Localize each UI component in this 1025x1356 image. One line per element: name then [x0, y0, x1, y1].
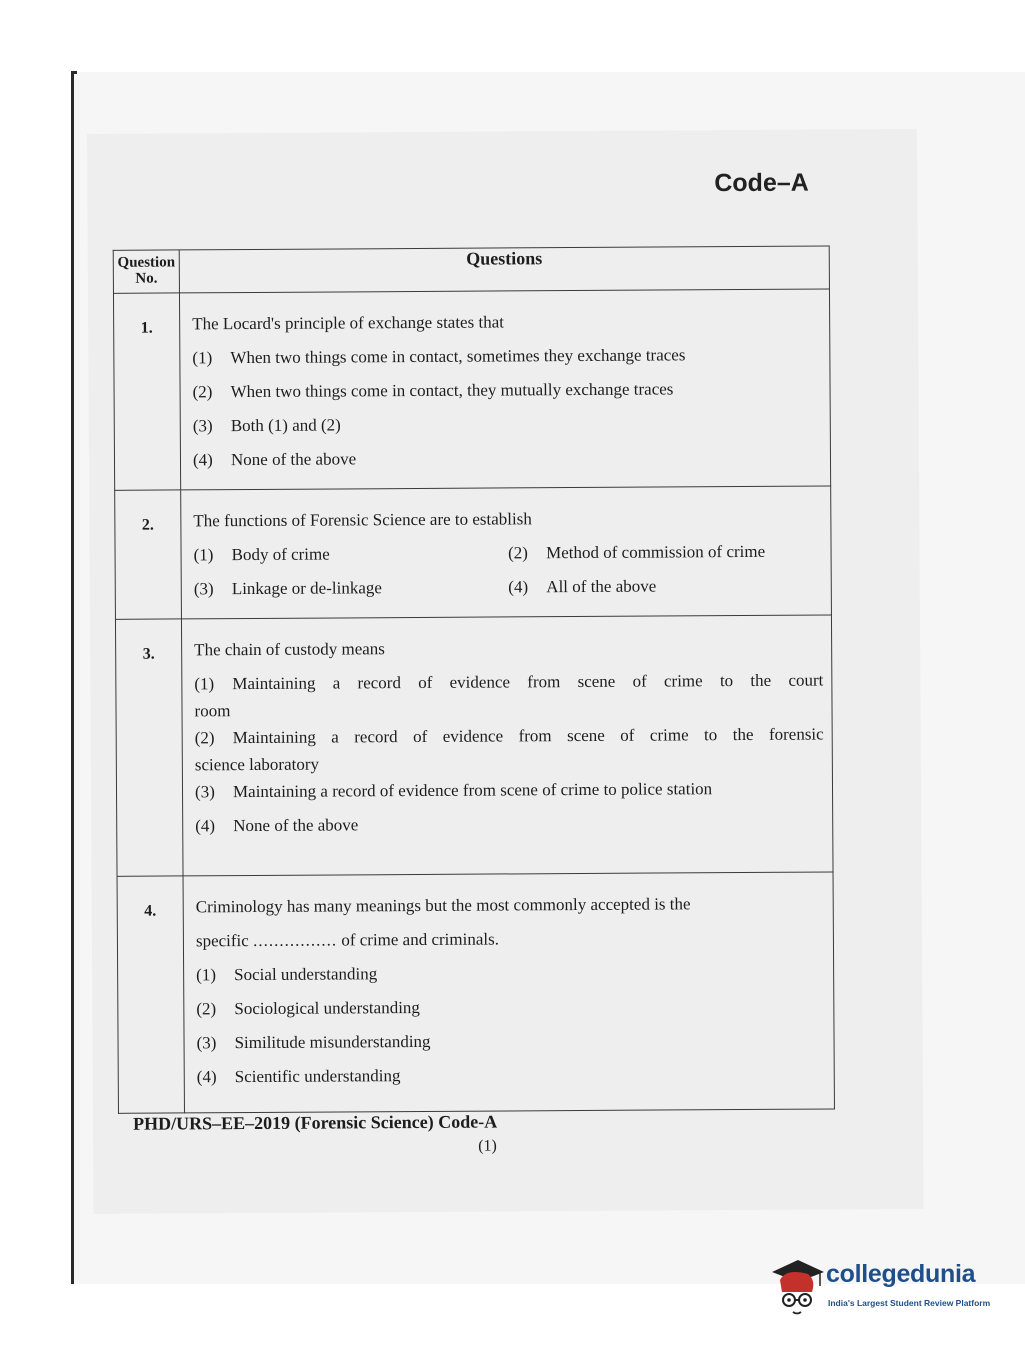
- answer-option: (3) Maintaining a record of evidence from scene of crime to police station: [194, 779, 713, 802]
- question-number-header: Question No.: [113, 250, 179, 293]
- answer-option: (1) Social understanding: [196, 964, 378, 985]
- question-row: [117, 872, 834, 1113]
- fill-in-blank: ................: [252, 930, 338, 951]
- questions-header: Questions: [179, 246, 829, 293]
- question-stem: The Locard's principle of exchange states that: [192, 312, 504, 334]
- answer-option: (2) Sociological understanding: [196, 997, 420, 1019]
- paper-code-label: Code–A: [714, 168, 809, 198]
- question-number: 1.: [113, 293, 180, 490]
- question-stem: The chain of custody means: [194, 639, 385, 660]
- answer-option: (3) Both (1) and (2): [192, 415, 341, 436]
- brand-name: collegedunia: [826, 1260, 976, 1288]
- question-paper-page: [87, 129, 924, 1214]
- question-content: [179, 289, 830, 490]
- table-header-row: [113, 246, 829, 293]
- question-content: [183, 872, 834, 1113]
- answer-option: (2) When two things come in contact, they mutually exchange traces: [192, 379, 674, 402]
- brand-tagline: India's Largest Student Review Platform: [828, 1298, 991, 1308]
- answer-option: (4) None of the above: [195, 815, 359, 836]
- question-row: [115, 486, 832, 619]
- question-row: [113, 289, 830, 490]
- answer-option: (1) Body of crime: [193, 544, 330, 565]
- page-number: (1): [478, 1137, 497, 1155]
- question-number: 2.: [115, 490, 182, 619]
- question-stem: Criminology has many meanings but the most commonly accepted is the specific ................ of crime and criminals.: [195, 894, 691, 951]
- answer-option: (3) Linkage or de-linkage: [193, 578, 382, 599]
- question-stem: The functions of Forensic Science are to establish: [193, 509, 532, 531]
- question-number: 3.: [115, 619, 183, 876]
- mascot-icon: [768, 1250, 826, 1330]
- collegedunia-watermark: [768, 1250, 998, 1330]
- question-content: [181, 615, 833, 876]
- exam-code-footer: PHD/URS–EE–2019 (Forensic Science) Code-A: [132, 1111, 498, 1134]
- scan-edge: [71, 72, 74, 1284]
- question-row: [115, 615, 833, 876]
- answer-option: (1) When two things come in contact, sometimes they exchange traces: [192, 345, 686, 368]
- answer-option: (4) All of the above: [508, 576, 657, 597]
- answer-option: (1) Maintaining a record of evidence from scene of crime to the court room: [194, 670, 824, 721]
- answer-option: (2) Method of commission of crime: [508, 541, 766, 563]
- answer-options-grid: [193, 535, 822, 607]
- question-number: 4.: [117, 876, 184, 1113]
- answer-option: (3) Similitude misunderstanding: [196, 1031, 431, 1053]
- answer-option: (2) Maintaining a record of evidence from scene of crime to the forensic science laboratory: [194, 724, 824, 775]
- question-content: [181, 486, 832, 619]
- answer-option: (4) None of the above: [192, 449, 357, 470]
- answer-option: (4) Scientific understanding: [196, 1066, 401, 1087]
- questions-table: [113, 245, 835, 1113]
